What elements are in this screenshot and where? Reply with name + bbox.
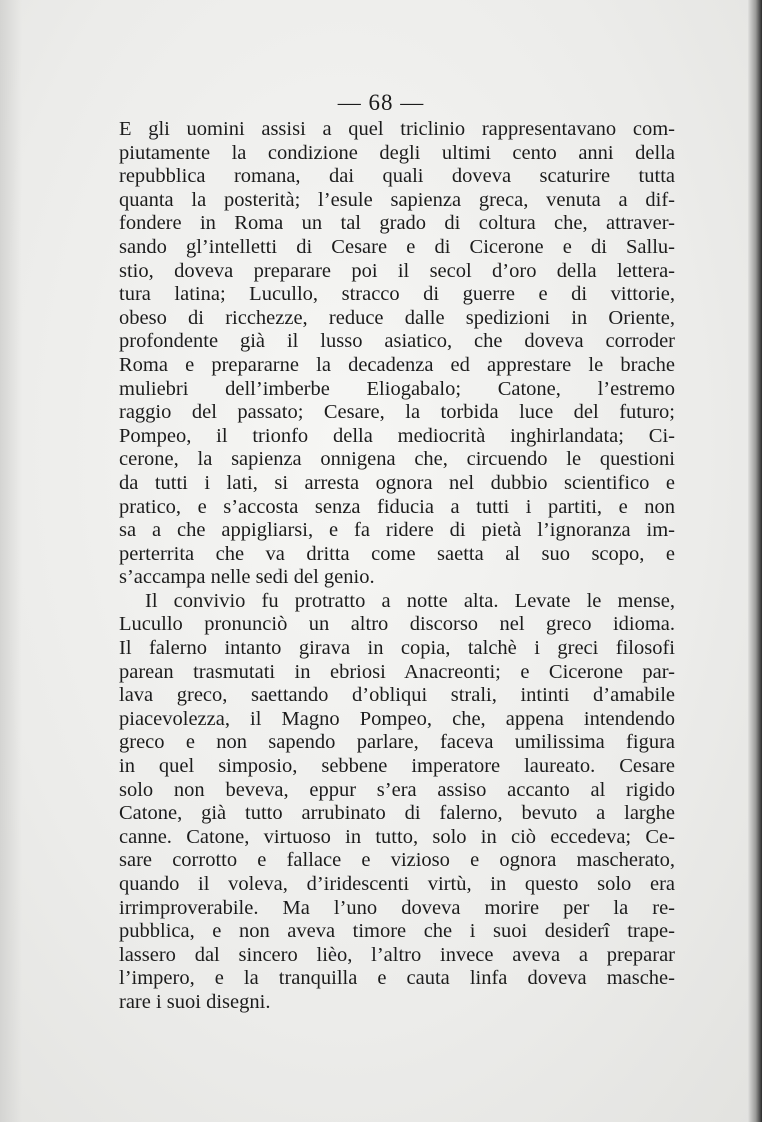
text-line: rare i suoi disegni. (119, 990, 271, 1013)
text-line: profondente già il lusso asiatico, che doveva corroder (119, 330, 675, 353)
text-line: repubblica romana, dai quali doveva scaturire tutta (119, 165, 675, 188)
text-line: quando il voleva, d’iridescenti virtù, in questo solo era (119, 873, 675, 895)
text-line: quanta la posterità; l’esule sapienza greca, venuta a dif- (119, 188, 675, 211)
text-line: Il falerno intanto girava in copia, talchè i greci filosofi (119, 637, 675, 660)
page-number: — 68 — (337, 90, 425, 115)
text-line: sa a che appigliarsi, e fa ridere di pietà l’ignoranza im- (119, 519, 675, 542)
text-line: solo non beveva, eppur s’era assiso accanto al rigido (119, 778, 675, 801)
text-line: irrimproverabile. Ma l’uno doveva morire per la re- (119, 896, 675, 919)
text-line: Catone, già tutto arrubinato di falerno, bevuto a larghe (119, 802, 675, 825)
text-line: greco e non sapendo parlare, faceva umilissima figura (119, 731, 675, 754)
page-edge-shadow (0, 0, 22, 1122)
book-spine-edge (748, 0, 762, 1122)
text-line: lava greco, saettando d’obliqui strali, intinti d’amabile (119, 684, 675, 707)
text-line: lassero dal sincero lièo, l’altro invece aveva a preparar (119, 943, 675, 966)
text-line: E gli uomini assisi a quel triclinio rappresentavano com- (119, 118, 675, 140)
text-line: stio, doveva preparare poi il secol d’oro della lettera- (119, 259, 675, 282)
text-line: Roma e prepararne la decadenza ed apprestare le brache (119, 353, 675, 376)
text-line: s’accampa nelle sedi del genio. (119, 566, 375, 589)
text-line: piutamente la condizione degli ultimi cento anni della (119, 141, 675, 164)
text-line: canne. Catone, virtuoso in tutto, solo in ciò eccedeva; Ce- (119, 825, 675, 848)
text-line: Lucullo pronunciò un altro discorso nel greco idioma. (119, 613, 675, 636)
text-line: da tutti i lati, si arresta ognora nel dubbio scientifico e (119, 471, 675, 494)
text-line: perterrita che va dritta come saetta al suo scopo, e (119, 542, 675, 565)
text-line: piacevolezza, il Magno Pompeo, che, appena intendendo (119, 707, 675, 730)
text-line: pubblica, e non aveva timore che i suoi desiderî trape- (119, 920, 675, 943)
text-line: in quel simposio, sebbene imperatore laureato. Cesare (119, 755, 675, 778)
paragraph (119, 118, 675, 590)
text-line: Pompeo, il trionfo della mediocrità inghirlandata; Ci- (119, 424, 675, 447)
text-line: pratico, e s’accosta senza fiducia a tutti i partiti, e non (119, 495, 675, 518)
body-text (119, 118, 675, 1015)
text-line: muliebri dell’imberbe Eliogabalo; Catone, l’estremo (119, 377, 675, 400)
text-line: fondere in Roma un tal grado di coltura che, attraver- (119, 212, 675, 235)
text-line: l’impero, e la tranquilla e cauta linfa doveva masche- (119, 967, 675, 990)
text-line: raggio del passato; Cesare, la torbida luce del futuro; (119, 401, 675, 424)
text-line: obeso di ricchezze, reduce dalle spedizioni in Oriente, (119, 306, 675, 329)
paragraph (119, 590, 675, 1015)
text-line: sare corrotto e fallace e vizioso e ognora mascherato, (119, 849, 675, 872)
text-line: sando gl’intelletti di Cesare e di Cicerone e di Sallu- (119, 235, 675, 258)
text-line: Il convivio fu protratto a notte alta. Levate le mense, (145, 589, 675, 612)
text-line: tura latina; Lucullo, stracco di guerre e di vittorie, (119, 283, 675, 306)
text-line: parean trasmutati in ebriosi Anacreonti; e Cicerone par- (119, 660, 675, 683)
text-line: cerone, la sapienza onnigena che, circuendo le questioni (119, 448, 675, 471)
